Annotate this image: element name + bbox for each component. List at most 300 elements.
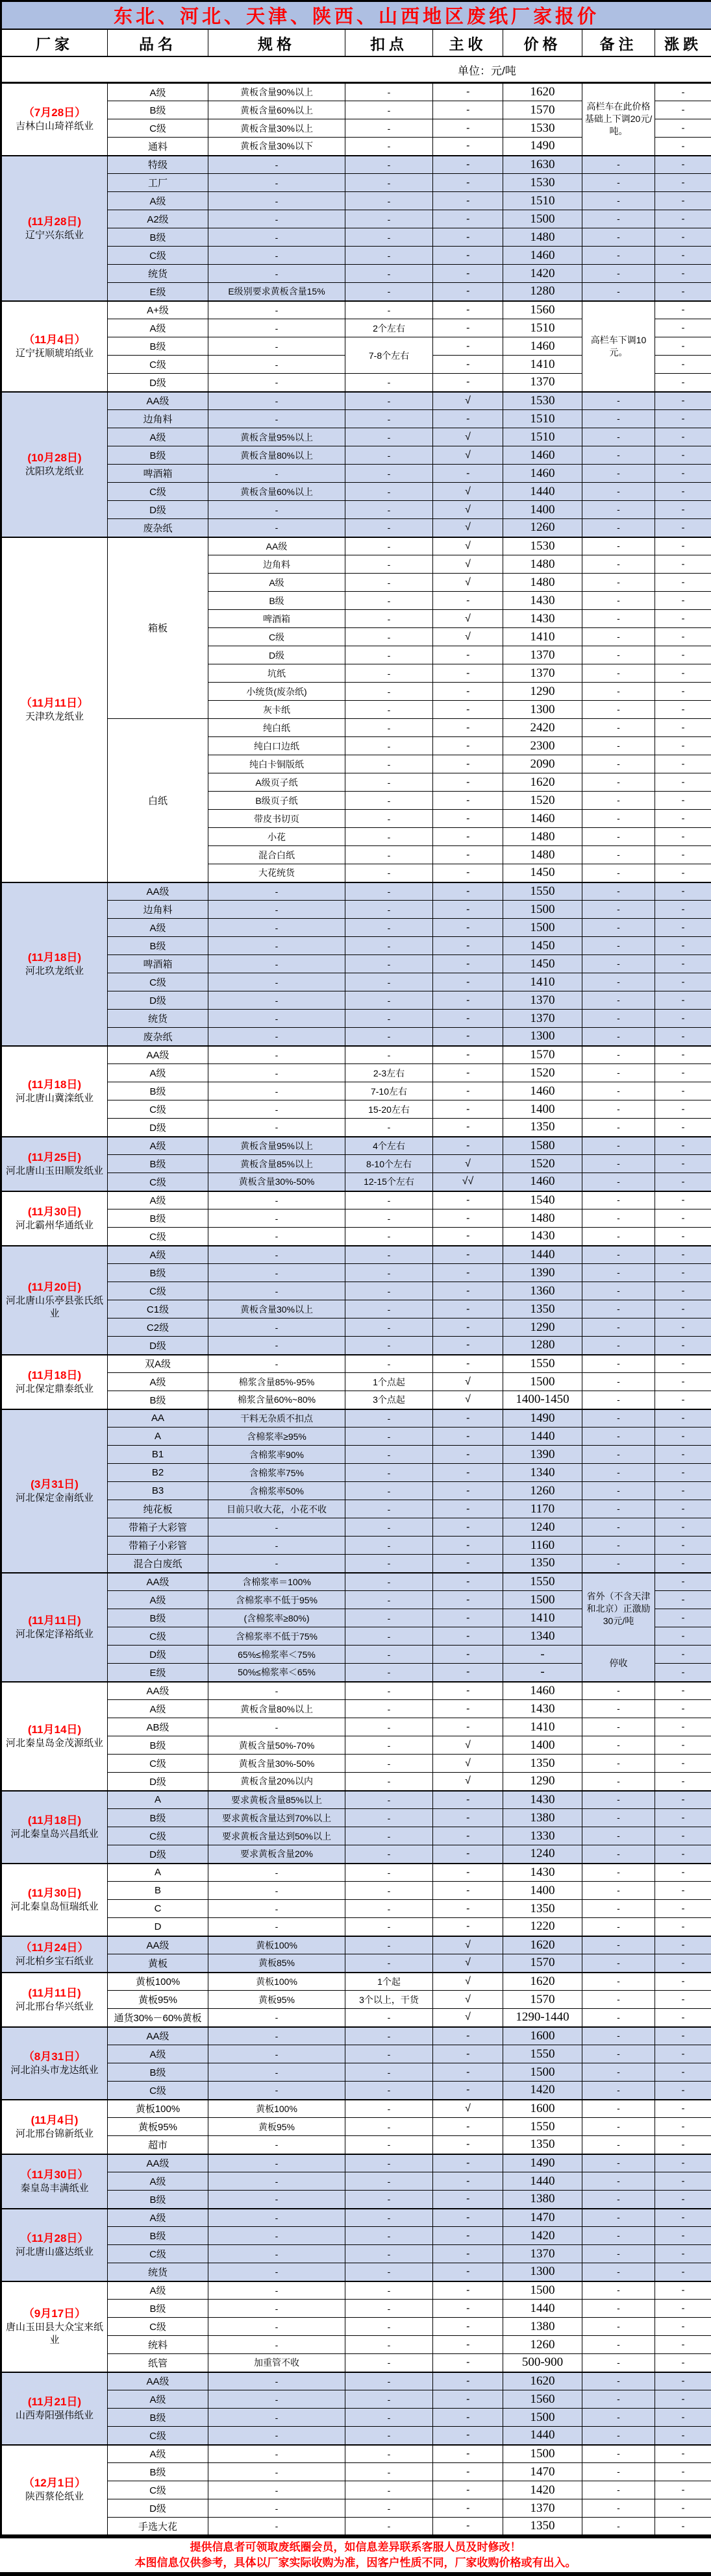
change-cell: - — [655, 1391, 711, 1409]
deduction-cell: - — [345, 828, 433, 846]
deduction-cell: - — [345, 2281, 433, 2300]
spec-cell: 黄板含量30%以下 — [208, 138, 345, 156]
table-row — [1, 719, 711, 737]
deduction-cell: - — [345, 392, 433, 410]
price-cell: 1550 — [503, 1355, 582, 1373]
note-cell: - — [582, 773, 655, 792]
spec-cell: - — [208, 156, 345, 174]
note-cell: - — [582, 882, 655, 901]
table-row — [1, 1046, 711, 1064]
deduction-cell: - — [345, 1573, 433, 1591]
spec-cell: C级 — [208, 628, 345, 646]
change-cell: - — [655, 2300, 711, 2318]
main-collect-cell: - — [433, 2245, 503, 2263]
main-collect-cell: - — [433, 1355, 503, 1373]
spec-cell: - — [208, 1100, 345, 1119]
spec-cell: 目前只收大花，小花不收 — [208, 1500, 345, 1518]
spec-cell: - — [208, 1537, 345, 1555]
change-cell: - — [655, 1573, 711, 1591]
change-cell: - — [655, 2172, 711, 2191]
main-collect-cell: - — [433, 1573, 503, 1591]
note-cell: - — [582, 1209, 655, 1228]
deduction-cell: - — [345, 228, 433, 247]
price-cell: 1300 — [503, 2263, 582, 2281]
main-collect-cell: - — [433, 864, 503, 882]
product-cell: E级 — [108, 283, 208, 301]
factory-cell — [1, 1936, 108, 1973]
change-cell: - — [655, 1209, 711, 1228]
price-cell: 1390 — [503, 1264, 582, 1282]
product-cell: D级 — [108, 1646, 208, 1664]
deduction-cell: - — [345, 846, 433, 864]
note-cell: - — [582, 1791, 655, 1809]
spec-cell: - — [208, 1900, 345, 1918]
deduction-cell: - — [345, 2245, 433, 2263]
table-row — [1, 192, 711, 210]
change-cell: - — [655, 83, 711, 101]
price-cell: 1400 — [503, 1736, 582, 1755]
spec-cell: 含棉浆率75% — [208, 1464, 345, 1482]
main-collect-cell: - — [433, 646, 503, 664]
note-cell: - — [582, 1264, 655, 1282]
deduction-cell: - — [345, 192, 433, 210]
change-cell: - — [655, 1318, 711, 1337]
main-collect-cell: - — [433, 2082, 503, 2100]
price-cell: 1560 — [503, 2390, 582, 2409]
note-cell: - — [582, 174, 655, 192]
note-cell: - — [582, 1155, 655, 1173]
spec-cell: 纯白卡铜版纸 — [208, 755, 345, 773]
factory-cell — [1, 2100, 108, 2154]
note-cell: - — [582, 1936, 655, 1954]
table-row — [1, 1646, 711, 1664]
table-row — [1, 2409, 711, 2427]
table-row — [1, 301, 711, 319]
deduction-cell: - — [345, 2172, 433, 2191]
spec-cell: - — [208, 301, 345, 319]
deduction-cell: - — [345, 1228, 433, 1246]
note-cell: 停收 — [582, 1646, 655, 1682]
price-cell: 1600 — [503, 2027, 582, 2045]
spec-cell: - — [208, 1209, 345, 1228]
main-collect-cell: √ — [433, 610, 503, 628]
price-cell: 1350 — [503, 1755, 582, 1773]
factory-name: 秦皇岛丰满纸业 — [4, 2182, 105, 2195]
price-cell: 1170 — [503, 1500, 582, 1518]
factory-name: 辽宁抚顺琥珀纸业 — [4, 347, 105, 360]
deduction-cell: - — [345, 446, 433, 465]
product-cell: A级 — [108, 83, 208, 101]
main-collect-cell: - — [433, 1518, 503, 1537]
spec-cell: - — [208, 1064, 345, 1082]
deduction-cell: - — [345, 955, 433, 973]
main-collect-cell: - — [433, 301, 503, 319]
main-collect-cell: - — [433, 683, 503, 701]
deduction-cell: - — [345, 1682, 433, 1700]
spec-cell: - — [208, 2191, 345, 2209]
table-row — [1, 2390, 711, 2409]
spec-cell: 要求黄板含量达到50%以上 — [208, 1827, 345, 1845]
spec-cell: - — [208, 2481, 345, 2499]
note-cell: - — [582, 1537, 655, 1555]
product-cell: A — [108, 1428, 208, 1446]
change-cell: - — [655, 210, 711, 228]
spec-cell: - — [208, 2445, 345, 2463]
table-row — [1, 2263, 711, 2281]
change-cell: - — [655, 592, 711, 610]
quote-date: (11月4日) — [4, 2113, 105, 2128]
table-row — [1, 537, 711, 555]
main-collect-cell: - — [433, 283, 503, 301]
deduction-cell: 4个左右 — [345, 1137, 433, 1155]
deduction-cell: - — [345, 1119, 433, 1137]
spec-cell: 50%≤棉浆率＜65% — [208, 1664, 345, 1682]
note-cell: - — [582, 792, 655, 810]
table-row — [1, 83, 711, 101]
change-cell: - — [655, 2481, 711, 2499]
note-cell: - — [582, 683, 655, 701]
change-cell: - — [655, 156, 711, 174]
note-cell: - — [582, 701, 655, 719]
price-cell: 1550 — [503, 2045, 582, 2063]
deduction-cell: - — [345, 737, 433, 755]
change-cell: - — [655, 1428, 711, 1446]
spec-cell: 黄板含量80%以上 — [208, 1700, 345, 1718]
spec-cell: - — [208, 2172, 345, 2191]
main-collect-cell: √ — [433, 428, 503, 446]
spec-cell: - — [208, 1882, 345, 1900]
note-cell: - — [582, 919, 655, 937]
quote-date: （11月11日） — [4, 696, 105, 711]
main-collect-cell: - — [433, 991, 503, 1010]
deduction-cell: - — [345, 1809, 433, 1827]
change-cell: - — [655, 2191, 711, 2209]
spec-cell: - — [208, 228, 345, 247]
table-row — [1, 937, 711, 955]
factory-name: 河北霸州华通纸业 — [4, 1219, 105, 1232]
price-cell: 1510 — [503, 192, 582, 210]
note-cell: - — [582, 1428, 655, 1446]
main-collect-cell: - — [433, 192, 503, 210]
spec-cell: A级页子纸 — [208, 773, 345, 792]
deduction-cell: - — [345, 628, 433, 646]
note-cell: - — [582, 2390, 655, 2409]
main-collect-cell: - — [433, 1464, 503, 1482]
price-cell: 1370 — [503, 664, 582, 683]
main-collect-cell: - — [433, 664, 503, 683]
spec-cell: - — [208, 337, 345, 356]
main-collect-cell: √ — [433, 1773, 503, 1791]
note-cell: - — [582, 2300, 655, 2318]
price-cell: 1500 — [503, 210, 582, 228]
main-collect-cell: - — [433, 1119, 503, 1137]
deduction-cell: 2个左右 — [345, 319, 433, 337]
product-cell: 统货 — [108, 265, 208, 283]
product-cell: B级 — [108, 2227, 208, 2245]
change-cell: - — [655, 1228, 711, 1246]
price-cell: 1430 — [503, 1228, 582, 1246]
price-cell: 2420 — [503, 719, 582, 737]
product-cell: D级 — [108, 2499, 208, 2518]
main-collect-cell: - — [433, 119, 503, 138]
price-cell: 1350 — [503, 1300, 582, 1318]
change-cell: - — [655, 2281, 711, 2300]
main-collect-cell: √ — [433, 555, 503, 574]
deduction-cell: - — [345, 537, 433, 555]
main-collect-cell: √ — [433, 392, 503, 410]
main-collect-cell: - — [433, 1864, 503, 1882]
change-cell: - — [655, 664, 711, 683]
product-cell: AB级 — [108, 1718, 208, 1736]
main-collect-cell: - — [433, 1500, 503, 1518]
note-cell: - — [582, 2100, 655, 2118]
spec-cell: - — [208, 1337, 345, 1355]
deduction-cell: - — [345, 2427, 433, 2445]
main-collect-cell: √ — [433, 1973, 503, 1991]
main-collect-cell: - — [433, 2209, 503, 2227]
table-row — [1, 1064, 711, 1082]
change-cell: - — [655, 537, 711, 555]
table-row — [1, 1500, 711, 1518]
change-cell: - — [655, 1827, 711, 1845]
price-cell: 2300 — [503, 737, 582, 755]
change-cell: - — [655, 428, 711, 446]
product-cell: A — [108, 1791, 208, 1809]
product-cell: C级 — [108, 973, 208, 991]
deduction-cell: - — [345, 1791, 433, 1809]
spec-cell: - — [208, 2154, 345, 2172]
deduction-cell: - — [345, 991, 433, 1010]
price-cell: - — [503, 1646, 582, 1664]
note-cell: - — [582, 864, 655, 882]
deduction-cell: - — [345, 301, 433, 319]
table-row — [1, 1845, 711, 1864]
product-cell: A级 — [108, 2281, 208, 2300]
main-collect-cell: - — [433, 2390, 503, 2409]
price-cell: 1440 — [503, 1246, 582, 1264]
factory-cell — [1, 1573, 108, 1682]
table-row — [1, 1228, 711, 1246]
spec-cell: 要求黄板含量达到70%以上 — [208, 1809, 345, 1827]
product-cell: D级 — [108, 1845, 208, 1864]
change-cell: - — [655, 1954, 711, 1973]
table-row — [1, 428, 711, 446]
quote-date: (11月18日) — [4, 1078, 105, 1092]
note-cell: - — [582, 1228, 655, 1246]
change-cell: - — [655, 2154, 711, 2172]
column-header: 品名 — [108, 29, 208, 56]
quote-date: (11月18日) — [4, 951, 105, 965]
note-cell: - — [582, 1446, 655, 1464]
change-cell: - — [655, 2009, 711, 2027]
table-row — [1, 1428, 711, 1446]
price-cell: 1440 — [503, 2300, 582, 2318]
spec-cell: 黄板100% — [208, 1936, 345, 1954]
note-cell: - — [582, 1482, 655, 1500]
table-row — [1, 882, 711, 901]
product-cell: A级 — [108, 1246, 208, 1264]
price-cell: 1480 — [503, 555, 582, 574]
change-cell: - — [655, 1446, 711, 1464]
product-cell: B1 — [108, 1446, 208, 1464]
table-row — [1, 2427, 711, 2445]
spec-cell: 坑纸 — [208, 664, 345, 683]
table-row — [1, 2027, 711, 2045]
note-cell: - — [582, 2227, 655, 2245]
page-title: 东北、河北、天津、陕西、山西地区废纸厂家报价 — [1, 1, 711, 30]
deduction-cell: - — [345, 2082, 433, 2100]
product-cell: 纸管 — [108, 2354, 208, 2372]
change-cell: - — [655, 2499, 711, 2518]
spec-cell: 黄板含量30%-50% — [208, 1173, 345, 1191]
change-cell: - — [655, 138, 711, 156]
table-row — [1, 247, 711, 265]
table-row — [1, 265, 711, 283]
deduction-cell: - — [345, 519, 433, 537]
note-cell: - — [582, 1845, 655, 1864]
main-collect-cell: √ — [433, 628, 503, 646]
spec-cell: - — [208, 519, 345, 537]
main-collect-cell: - — [433, 374, 503, 392]
main-collect-cell: - — [433, 701, 503, 719]
main-collect-cell: √ — [433, 537, 503, 555]
note-cell: - — [582, 1046, 655, 1064]
change-cell: - — [655, 1464, 711, 1482]
price-cell: 1410 — [503, 1718, 582, 1736]
price-cell: 1630 — [503, 156, 582, 174]
table-row — [1, 392, 711, 410]
spec-cell: 黄板含量20%以内 — [208, 1773, 345, 1791]
product-cell: 废杂纸 — [108, 1028, 208, 1046]
quote-date: （11月28日） — [4, 2231, 105, 2246]
factory-name: 河北邢台华兴纸业 — [4, 2000, 105, 2013]
deduction-cell: 2-3左右 — [345, 1064, 433, 1082]
deduction-cell: - — [345, 1428, 433, 1446]
price-cell: 500-900 — [503, 2354, 582, 2372]
change-cell: - — [655, 1191, 711, 1209]
table-row — [1, 1809, 711, 1827]
spec-cell: 黄板含量30%-50% — [208, 1755, 345, 1773]
deduction-cell: - — [345, 610, 433, 628]
note-cell: - — [582, 1809, 655, 1827]
note-cell: - — [582, 1318, 655, 1337]
note-cell: - — [582, 2281, 655, 2300]
deduction-cell: 7-10左右 — [345, 1082, 433, 1100]
deduction-cell: - — [345, 1718, 433, 1736]
table-row — [1, 2281, 711, 2300]
deduction-cell: - — [345, 2409, 433, 2427]
product-cell: B级 — [108, 101, 208, 119]
deduction-cell: - — [345, 1700, 433, 1718]
change-cell: - — [655, 1500, 711, 1518]
factory-cell — [1, 2209, 108, 2281]
deduction-cell: - — [345, 210, 433, 228]
deduction-cell: - — [345, 1518, 433, 1537]
note-cell: - — [582, 1355, 655, 1373]
main-collect-cell: - — [433, 2481, 503, 2499]
product-cell: B级 — [108, 2191, 208, 2209]
spec-cell: 黄板含量95%以上 — [208, 428, 345, 446]
factory-cell — [1, 83, 108, 156]
change-cell: - — [655, 1155, 711, 1173]
note-cell: - — [582, 392, 655, 410]
price-cell: 1480 — [503, 574, 582, 592]
product-cell: 废杂纸 — [108, 519, 208, 537]
price-cell: 1460 — [503, 810, 582, 828]
deduction-cell: - — [345, 2063, 433, 2082]
deduction-cell: - — [345, 2118, 433, 2136]
price-cell: 1160 — [503, 1537, 582, 1555]
spec-cell: - — [208, 465, 345, 483]
price-cell: 1400 — [503, 1100, 582, 1119]
note-cell: - — [582, 2136, 655, 2154]
spec-cell: 加重管不收 — [208, 2354, 345, 2372]
main-collect-cell: - — [433, 2172, 503, 2191]
deduction-cell: - — [345, 2009, 433, 2027]
change-cell: - — [655, 2463, 711, 2481]
price-cell: 1430 — [503, 1864, 582, 1882]
product-cell: 黄板95% — [108, 1991, 208, 2009]
spec-cell: - — [208, 955, 345, 973]
note-cell: - — [582, 2336, 655, 2354]
table-row — [1, 1191, 711, 1209]
table-row — [1, 1246, 711, 1264]
table-row — [1, 1700, 711, 1718]
product-cell: 统货 — [108, 2263, 208, 2281]
product-cell: C — [108, 1900, 208, 1918]
change-cell: - — [655, 737, 711, 755]
spec-cell: - — [208, 501, 345, 519]
price-cell: 1550 — [503, 1573, 582, 1591]
product-cell: D级 — [108, 374, 208, 392]
spec-cell: - — [208, 1518, 345, 1537]
product-cell: B — [108, 1882, 208, 1900]
price-cell: 1370 — [503, 991, 582, 1010]
main-collect-cell: - — [433, 1300, 503, 1318]
note-cell: - — [582, 1373, 655, 1391]
factory-name: 河北秦皇岛恒瑞纸业 — [4, 1901, 105, 1914]
deduction-cell: 3个以上，干货 — [345, 1991, 433, 2009]
factory-name: 天津玖龙纸业 — [4, 711, 105, 723]
spec-cell: 黄板95% — [208, 1991, 345, 2009]
column-header: 扣点 — [345, 29, 433, 56]
spec-cell: 黄板含量60%以上 — [208, 101, 345, 119]
main-collect-cell: - — [433, 919, 503, 937]
price-cell: 1300 — [503, 701, 582, 719]
note-cell: - — [582, 1300, 655, 1318]
main-collect-cell: - — [433, 1555, 503, 1573]
table-row — [1, 1736, 711, 1755]
deduction-cell: - — [345, 1646, 433, 1664]
deduction-cell: - — [345, 410, 433, 428]
product-cell: 边角料 — [108, 410, 208, 428]
product-cell: C级 — [108, 1100, 208, 1119]
price-cell: 1520 — [503, 1064, 582, 1082]
factory-name: 河北保定鼎泰纸业 — [4, 1383, 105, 1396]
change-cell: - — [655, 919, 711, 937]
column-header: 涨跌 — [655, 29, 711, 56]
note-cell: - — [582, 156, 655, 174]
spec-cell: 带皮书切页 — [208, 810, 345, 828]
change-cell: - — [655, 1064, 711, 1082]
deduction-cell: - — [345, 1191, 433, 1209]
quote-date: （11月30日） — [4, 2168, 105, 2182]
table-row — [1, 2191, 711, 2209]
quote-date: (11月28日) — [4, 215, 105, 229]
price-cell: 1520 — [503, 792, 582, 810]
price-cell: 1450 — [503, 937, 582, 955]
spec-cell: - — [208, 2063, 345, 2082]
